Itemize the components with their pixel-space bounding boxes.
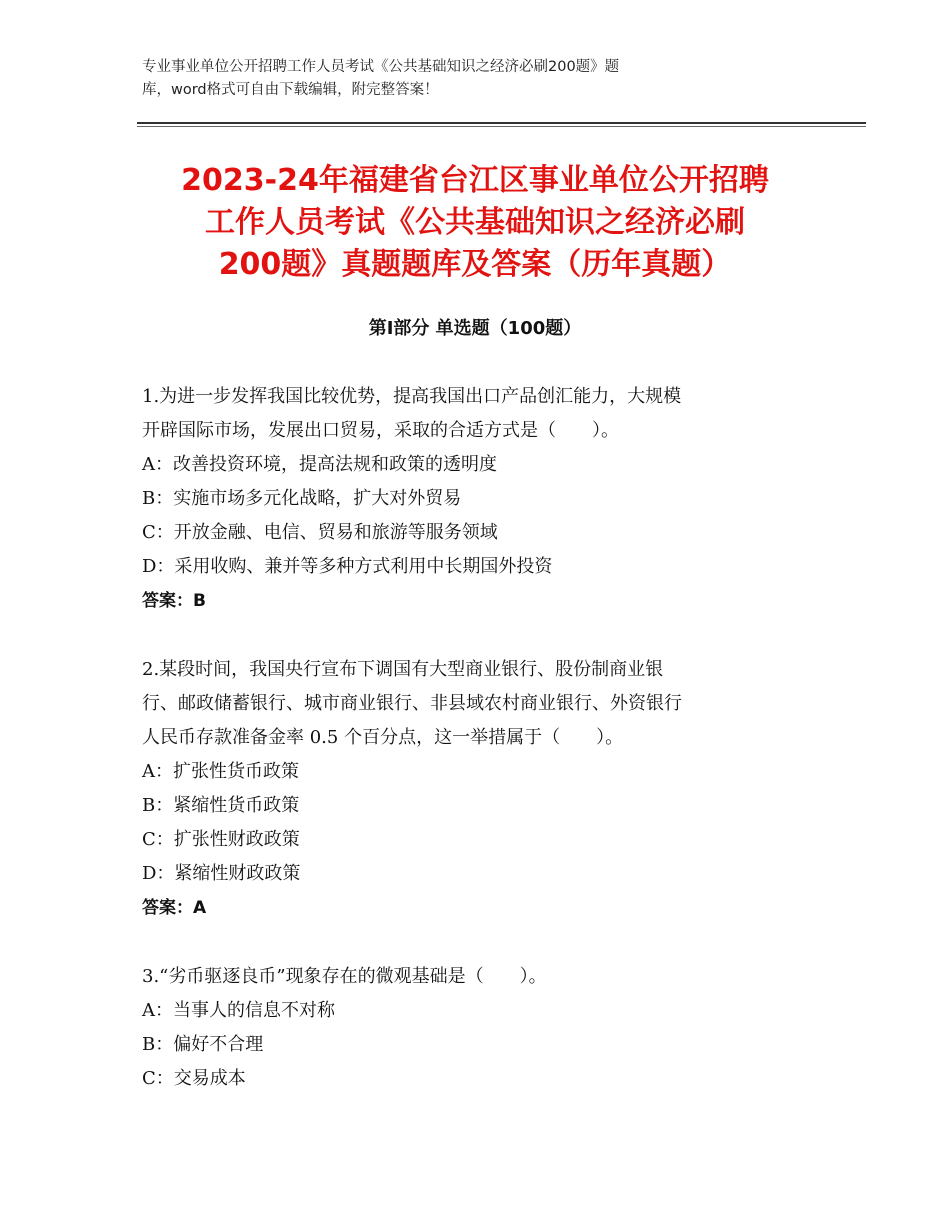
title-line: 200题》真题题库及答案（历年真题） — [218, 247, 732, 282]
option-c: C：交易成本 — [142, 1068, 246, 1089]
title-line: 工作人员考试《公共基础知识之经济必刷 — [205, 205, 745, 240]
question-3 — [142, 960, 822, 1096]
question-stem-line: 开辟国际市场，发展出口贸易，采取的合适方式是（ ）。 — [142, 420, 619, 441]
question-stem-line: 行、邮政储蓄银行、城市商业银行、非县域农村商业银行、外资银行 — [142, 693, 682, 714]
question-stem-line: 2.某段时间，我国央行宣布下调国有大型商业银行、股份制商业银 — [142, 659, 664, 680]
question-stem-line: 人民币存款准备金率 0.5 个百分点，这一举措属于（ ）。 — [142, 727, 624, 748]
question-1 — [142, 380, 822, 618]
header-divider-thin — [137, 126, 866, 127]
answer-line: 答案：A — [142, 898, 207, 918]
question-stem-line: 3.“劣币驱逐良币”现象存在的微观基础是（ ）。 — [142, 966, 547, 987]
answer-line: 答案：B — [142, 591, 206, 611]
option-c: C：开放金融、电信、贸易和旅游等服务领域 — [142, 522, 498, 543]
section-title: 第Ⅰ部分 单选题（100题） — [368, 318, 582, 339]
option-d: D：采用收购、兼并等多种方式利用中长期国外投资 — [142, 556, 553, 577]
question-stem-line: 1.为进一步发挥我国比较优势，提高我国出口产品创汇能力，大规模 — [142, 386, 682, 407]
option-b: B：紧缩性货币政策 — [142, 795, 300, 816]
header-note — [142, 56, 782, 102]
header-note-line: 专业事业单位公开招聘工作人员考试《公共基础知识之经济必刷200题》题 — [142, 59, 620, 75]
option-b: B：实施市场多元化战略，扩大对外贸易 — [142, 488, 462, 509]
option-a: A：改善投资环境，提高法规和政策的透明度 — [142, 454, 497, 475]
option-a: A：当事人的信息不对称 — [142, 1000, 335, 1021]
header-note-line: 库，word格式可自由下载编辑，附完整答案！ — [142, 82, 439, 98]
option-d: D：紧缩性财政政策 — [142, 863, 301, 884]
title-line: 2023-24年福建省台江区事业单位公开招聘 — [181, 163, 769, 198]
document-title — [120, 160, 830, 286]
header-divider-thick — [137, 122, 866, 124]
option-c: C：扩张性财政政策 — [142, 829, 300, 850]
option-b: B：偏好不合理 — [142, 1034, 264, 1055]
question-2 — [142, 653, 822, 925]
option-a: A：扩张性货币政策 — [142, 761, 299, 782]
